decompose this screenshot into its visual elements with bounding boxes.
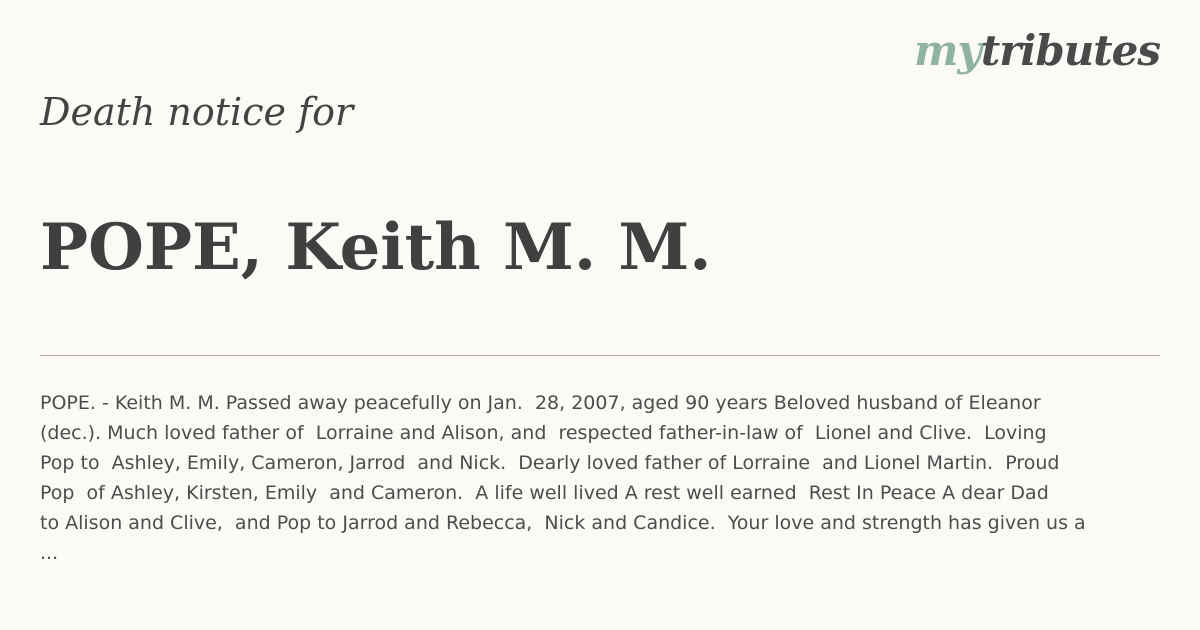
notice-text-line: to Alison and Clive, and Pop to Jarrod and Rebecca, Nick and Candice. Your love and strength has given us a [40,512,1086,534]
mytributes-logo[interactable] [913,26,1160,75]
notice-text-line: (dec.). Much loved father of Lorraine and Alison, and respected father-in-law of Lionel and Clive. Loving [40,422,1047,444]
notice-text-line: Pop of Ashley, Kirsten, Emily and Cameron. A life well lived A rest well earned Rest In Peace A dear Dad [40,482,1049,504]
divider [40,355,1160,356]
notice-text-line: Pop to Ashley, Emily, Cameron, Jarrod and Nick. Dearly loved father of Lorraine and Lionel Martin. Proud [40,452,1060,474]
notice-text-line: POPE. - Keith M. M. Passed away peacefully on Jan. 28, 2007, aged 90 years Beloved husband of Eleanor [40,392,1041,414]
death-notice-label: Death notice for [40,90,354,134]
logo-tributes: tributes [980,26,1160,75]
logo-my: my [913,26,981,75]
deceased-name: POPE, Keith M. M. [40,210,712,285]
notice-text-ellipsis: ... [40,542,59,564]
notice-text [40,388,1145,568]
